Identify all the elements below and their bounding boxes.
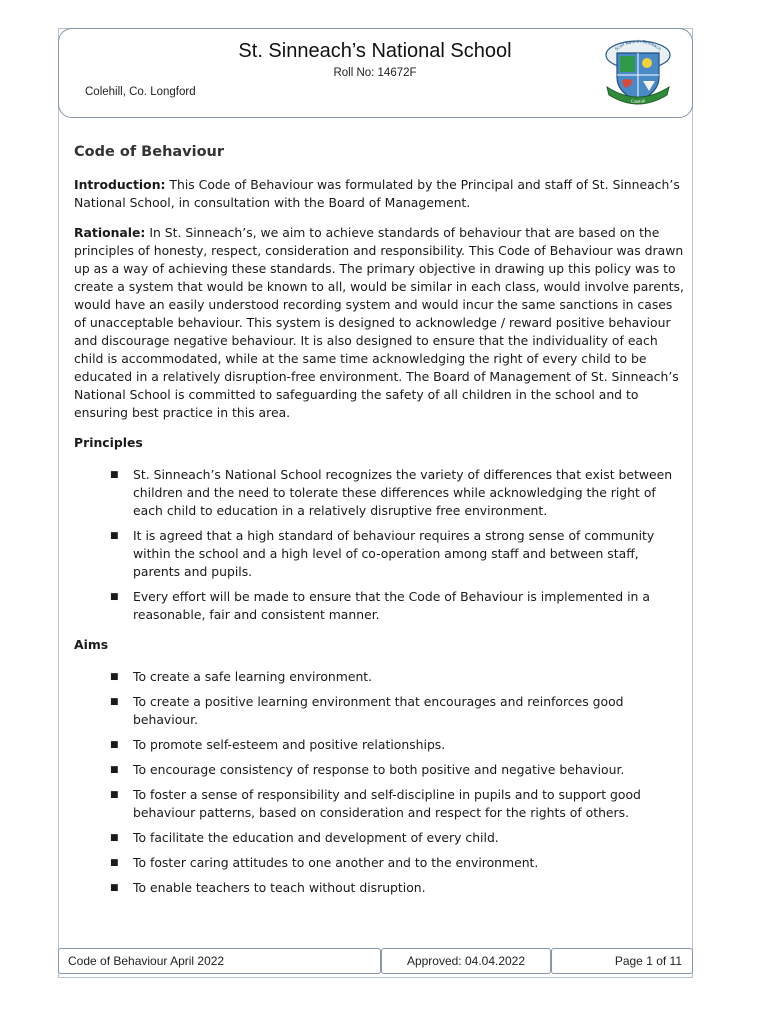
document-body (74, 143, 684, 909)
aims-heading: Aims (74, 637, 109, 652)
list-item: ■ To promote self-esteem and positive relationships. (110, 737, 446, 752)
footer-page-number: Page 1 of 11 (551, 948, 693, 974)
bullet-icon: ■ (110, 672, 119, 682)
crest-motto-bottom: Colehill (630, 98, 646, 104)
aims-list (74, 668, 684, 897)
svg-text:Colehill (631, 98, 646, 103)
bullet-icon: ■ (110, 531, 119, 541)
list-item: ■ To create a safe learning environment. (110, 669, 373, 684)
school-name: St. Sinneach’s National School (238, 40, 512, 62)
bullet-icon: ■ (110, 858, 119, 868)
introduction-label: Introduction: (74, 177, 166, 192)
crest-motto-top: Scoil Naomh Sinneach (613, 38, 663, 52)
bullet-icon: ■ (110, 833, 119, 843)
list-item: ■ To facilitate the education and development of every child. (110, 830, 499, 845)
school-address: Colehill, Co. Longford (85, 86, 196, 98)
list-item: ■ To foster caring attitudes to one another and to the environment. (110, 855, 539, 870)
bullet-icon: ■ (110, 592, 119, 602)
list-item: ■ To enable teachers to teach without disruption. (110, 880, 426, 895)
list-item: ■ It is agreed that a high standard of behaviour requires a strong sense of community within the school and a high level of co-operation among staff and between staff, parents and pupils. (110, 528, 655, 579)
rationale-text: In St. Sinneach’s, we aim to achieve standards of behaviour that are based on the principles of honesty, respect, consideration and responsibility. This Code of Behaviour was drawn up as a way of achieving these standards. The primary objective in drawing up this policy was to create a system that would be known to all, would be similar in each class, would involve parents, would have an easily understood recording system and would incur the same sanctions in cases of unacceptable behaviour. This system is designed to acknowledge / reward positive behaviour and discourage negative behaviour. It is also designed to ensure that the individuality of each child is accommodated, while at the same time acknowledging the right of every child to be educated in a relatively disruption-free environment. The Board of Management of St. Sinneach’s National School is committed to safeguarding the safety of all children in the school and to ensuring best practice in this area. (74, 225, 684, 420)
rationale-paragraph (74, 224, 684, 422)
bullet-icon: ■ (110, 697, 119, 707)
list-item: ■ To foster a sense of responsibility and self-discipline in pupils and to support good behaviour patterns, based on consideration and respect for the rights of others. (110, 787, 641, 820)
introduction-paragraph (74, 176, 684, 212)
principles-heading: Principles (74, 435, 143, 450)
principles-list (74, 466, 684, 624)
list-item: ■ Every effort will be made to ensure that the Code of Behaviour is implemented in a reasonable, fair and consistent manner. (110, 589, 650, 622)
footer-document-name: Code of Behaviour April 2022 (58, 948, 381, 974)
school-crest-logo (603, 37, 673, 109)
list-item: ■ To encourage consistency of response to both positive and negative behaviour. (110, 762, 625, 777)
list-item: ■ To create a positive learning environment that encourages and reinforces good behaviour. (110, 694, 624, 727)
introduction-text: This Code of Behaviour was formulated by the Principal and staff of St. Sinneach’s National School, in consultation with the Board of Management. (74, 177, 680, 210)
rationale-label: Rationale: (74, 225, 146, 240)
list-item: ■ St. Sinneach’s National School recognizes the variety of differences that exist between children and the need to tolerate these differences while acknowledging the right of each child to education in a relatively disruptive free environment. (110, 467, 673, 518)
bullet-icon: ■ (110, 740, 119, 750)
bullet-icon: ■ (110, 790, 119, 800)
footer-approval-date: Approved: 04.04.2022 (381, 948, 551, 974)
bullet-icon: ■ (110, 470, 119, 480)
bullet-icon: ■ (110, 883, 119, 893)
document-title: Code of Behaviour (74, 144, 225, 160)
bullet-icon: ■ (110, 765, 119, 775)
roll-number: Roll No: 14672F (333, 67, 417, 79)
